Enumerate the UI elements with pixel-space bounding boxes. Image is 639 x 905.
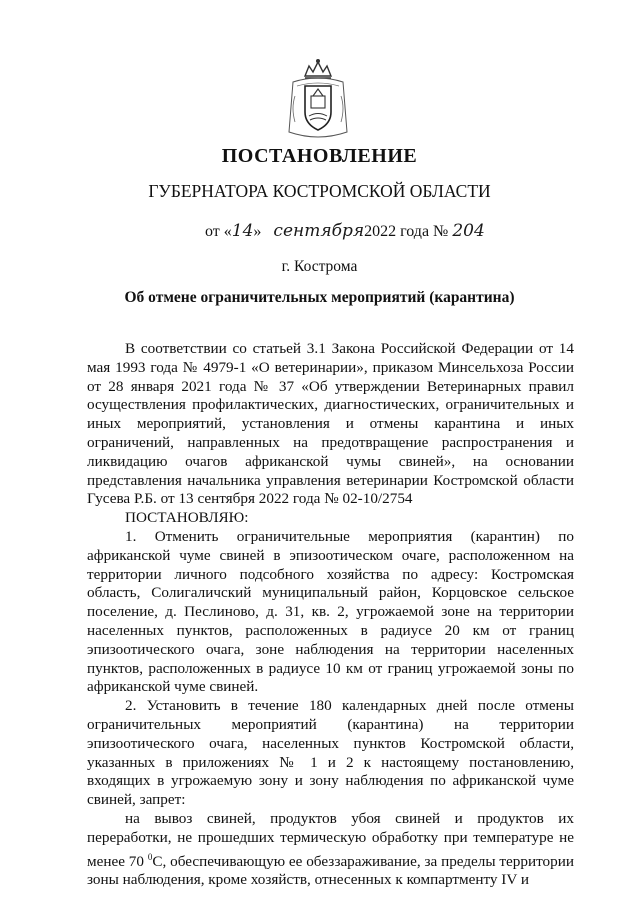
item-2a-paragraph bbox=[87, 810, 574, 890]
item-2a-text-start: на вывоз свиней, продуктов убоя свиней и продуктов их переработки, не прошедших термическую обработку при температуре не менее 70 bbox=[87, 809, 574, 870]
document-body bbox=[87, 340, 574, 890]
date-month: сентября bbox=[273, 221, 365, 241]
date-year: 2022 года № bbox=[364, 223, 449, 240]
degree-superscript: 0 bbox=[147, 851, 153, 862]
city: г. Кострома bbox=[281, 258, 358, 275]
date-prefix: от « bbox=[205, 223, 232, 240]
document-subject: Об отмене ограничительных мероприятий (карантина) bbox=[124, 289, 515, 306]
date-mid: » bbox=[253, 223, 262, 240]
date-day: 14 bbox=[231, 221, 254, 241]
item-1-paragraph: 1. Отменить ограничительные мероприятия (карантин) по африканской чуме свиней в эпизоотическом очаге, расположенном на территории личного подсобного хозяйства по адресу: Костромская область, Солигаличский муниципальный район, Корцовское сельское поселение, д. Песлиново, д. 31, кв. 2, угрожаемой зоне на территории населенных пунктов, расположенных в радиусе 20 км от границ эпизоотического очага, зоне наблюдения на территории населенных пунктов, расположенных в радиусе 10 км от границ угрожаемой зоны по африканской чуме свиней. bbox=[87, 527, 574, 696]
date-line bbox=[205, 221, 485, 241]
document-title: ПОСТАНОВЛЕНИЕ bbox=[221, 145, 418, 167]
coat-of-arms-icon bbox=[283, 56, 353, 140]
resolve-heading: ПОСТАНОВЛЯЮ: bbox=[125, 509, 249, 527]
issuing-authority: ГУБЕРНАТОРА КОСТРОМСКОЙ ОБЛАСТИ bbox=[148, 181, 491, 201]
item-2a-text-end: С, обеспечивающую ее обеззараживание, за пределы территории зоны наблюдения, кроме хозяйств, отнесенных к компартменту IV и bbox=[87, 852, 574, 889]
item-2-paragraph: 2. Установить в течение 180 календарных дней после отмены ограничительных мероприятий (карантина) на территории эпизоотического очага, населенных пунктов Костромской области, указанных в приложениях № 1 и 2 к настоящему постановлению, входящих в угрожаемую зону и зону наблюдения по африканской чуме свиней, запрет: bbox=[87, 697, 574, 809]
preamble-paragraph: В соответствии со статьей 3.1 Закона Российской Федерации от 14 мая 1993 года № 4979-1 «О ветеринарии», приказом Минсельхоза России от 28 января 2021 года № 37 «Об утверждении Ветеринарных правил осуществления профилактических, диагностических, ограничительных и иных мероприятий, установления и отмены карантина и иных ограничений, направленных на предотвращение распространения и ликвидацию очагов африканской чумы свиней», на основании представления начальника управления ветеринарии Костромской области Гусева Р.Б. от 13 сентября 2022 года № 02-10/2754 bbox=[87, 340, 574, 508]
document-number: 204 bbox=[452, 221, 485, 241]
